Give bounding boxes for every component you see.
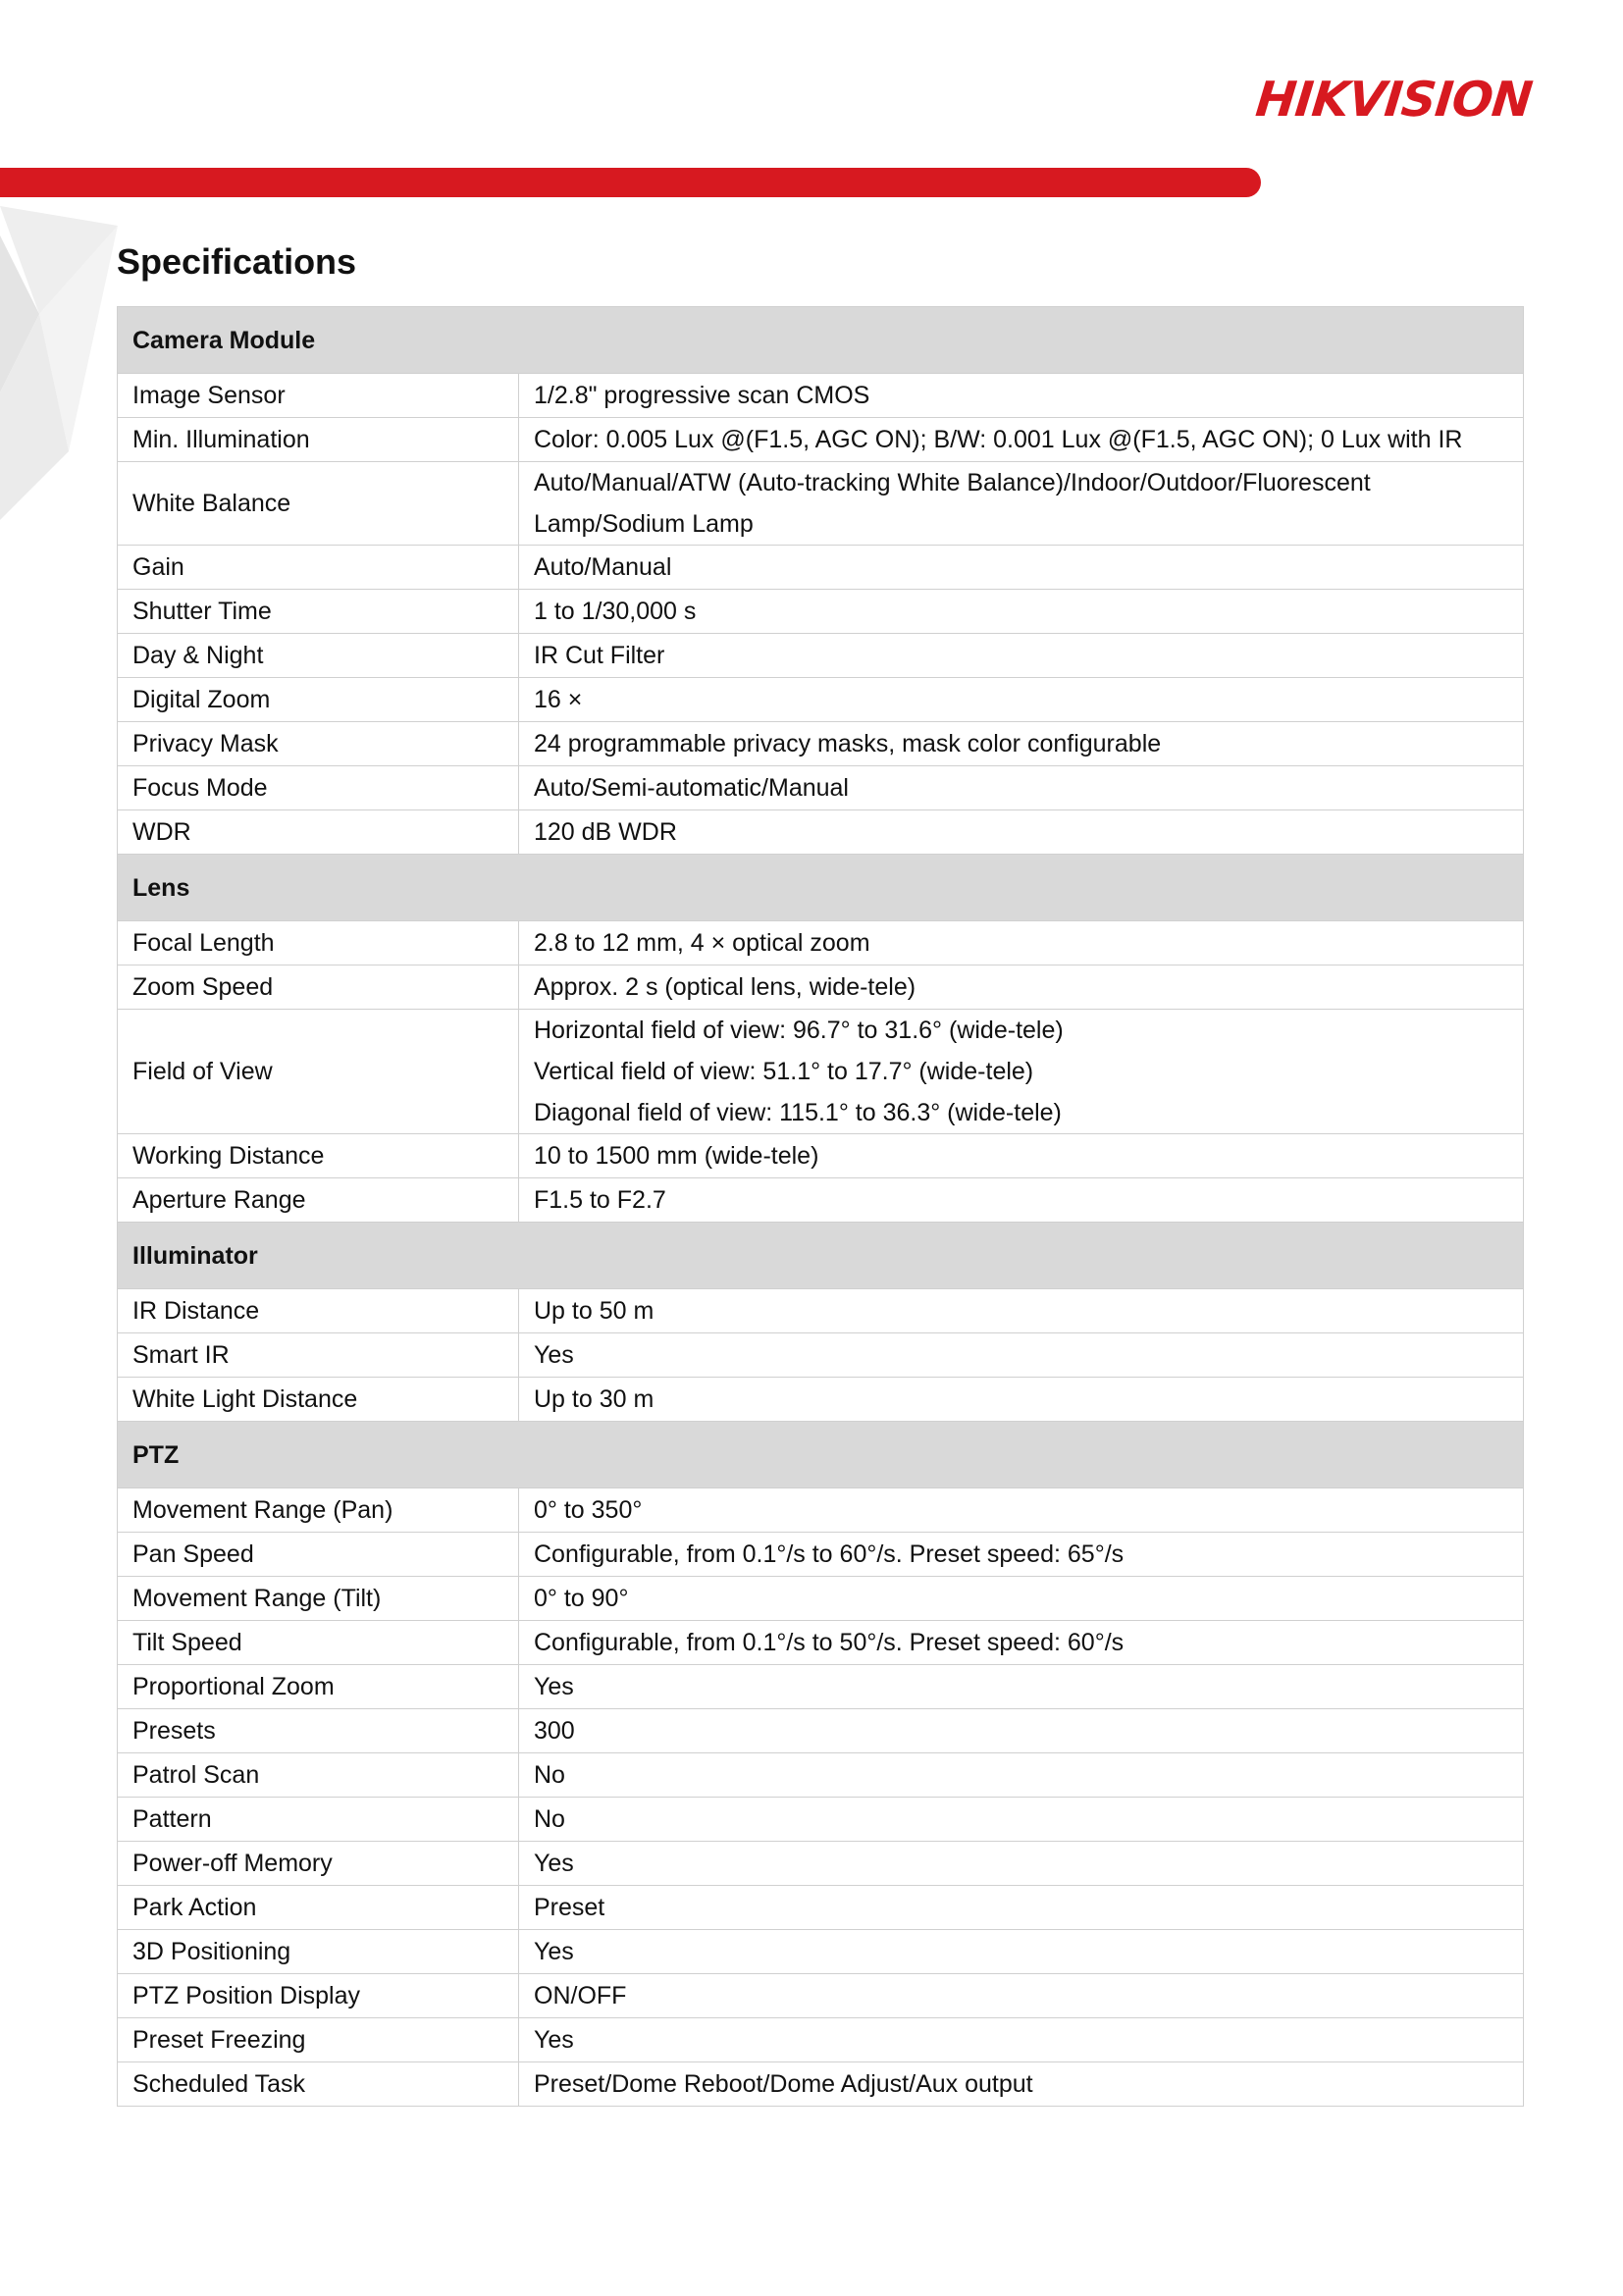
spec-label: White Balance bbox=[118, 462, 519, 546]
spec-row bbox=[118, 921, 1524, 965]
spec-row bbox=[118, 462, 1524, 546]
spec-value bbox=[519, 1621, 1524, 1665]
spec-row bbox=[118, 1886, 1524, 1930]
spec-value bbox=[519, 1709, 1524, 1753]
spec-value-line: 2.8 to 12 mm, 4 × optical zoom bbox=[534, 929, 870, 957]
section-header-row bbox=[118, 1223, 1524, 1289]
page-title: Specifications bbox=[117, 241, 357, 282]
section-title: Lens bbox=[118, 855, 1524, 921]
section-header-row bbox=[118, 1422, 1524, 1488]
spec-value-line: Yes bbox=[534, 2026, 574, 2054]
spec-value-line: Yes bbox=[534, 1673, 574, 1700]
spec-label: Patrol Scan bbox=[118, 1753, 519, 1798]
spec-label: Focus Mode bbox=[118, 766, 519, 810]
spec-label: Power-off Memory bbox=[118, 1842, 519, 1886]
header-red-bar bbox=[0, 168, 1261, 197]
spec-value-line: 0° to 350° bbox=[534, 1496, 643, 1524]
spec-row bbox=[118, 810, 1524, 855]
spec-value bbox=[519, 462, 1524, 546]
spec-value-line: 16 × bbox=[534, 686, 583, 713]
spec-label: Privacy Mask bbox=[118, 722, 519, 766]
decorative-triangles-graphic bbox=[0, 196, 128, 530]
spec-value bbox=[519, 1488, 1524, 1533]
spec-value-line: 300 bbox=[534, 1717, 575, 1745]
spec-label: Aperture Range bbox=[118, 1178, 519, 1223]
spec-value bbox=[519, 2018, 1524, 2062]
section-title: Camera Module bbox=[118, 307, 1524, 374]
spec-value bbox=[519, 810, 1524, 855]
spec-value-line: Configurable, from 0.1°/s to 50°/s. Preset speed: 60°/s bbox=[534, 1629, 1125, 1656]
spec-label: IR Distance bbox=[118, 1289, 519, 1333]
spec-value-line: 1/2.8" progressive scan CMOS bbox=[534, 382, 870, 409]
spec-value bbox=[519, 921, 1524, 965]
spec-value bbox=[519, 1010, 1524, 1134]
spec-label: Field of View bbox=[118, 1010, 519, 1134]
spec-value-line: 1 to 1/30,000 s bbox=[534, 598, 697, 625]
spec-value bbox=[519, 722, 1524, 766]
spec-value-line: ON/OFF bbox=[534, 1982, 627, 2009]
spec-value bbox=[519, 590, 1524, 634]
spec-value bbox=[519, 965, 1524, 1010]
spec-row bbox=[118, 1842, 1524, 1886]
spec-label: Pan Speed bbox=[118, 1533, 519, 1577]
spec-label: WDR bbox=[118, 810, 519, 855]
spec-row bbox=[118, 374, 1524, 418]
spec-row bbox=[118, 1798, 1524, 1842]
spec-label: White Light Distance bbox=[118, 1378, 519, 1422]
spec-value bbox=[519, 374, 1524, 418]
spec-value bbox=[519, 2062, 1524, 2107]
spec-row bbox=[118, 1753, 1524, 1798]
spec-value-line: Horizontal field of view: 96.7° to 31.6° (wide-tele) bbox=[534, 1017, 1064, 1044]
spec-value bbox=[519, 1798, 1524, 1842]
spec-value bbox=[519, 546, 1524, 590]
spec-value bbox=[519, 634, 1524, 678]
spec-row bbox=[118, 634, 1524, 678]
spec-value-line: IR Cut Filter bbox=[534, 642, 665, 669]
spec-value-line: No bbox=[534, 1761, 565, 1789]
spec-value bbox=[519, 1842, 1524, 1886]
spec-row bbox=[118, 1621, 1524, 1665]
spec-row bbox=[118, 1577, 1524, 1621]
section-title: Illuminator bbox=[118, 1223, 1524, 1289]
spec-value-line: Auto/Semi-automatic/Manual bbox=[534, 774, 849, 802]
spec-value-line: Preset/Dome Reboot/Dome Adjust/Aux output bbox=[534, 2070, 1033, 2098]
spec-label: Working Distance bbox=[118, 1134, 519, 1178]
spec-row bbox=[118, 1178, 1524, 1223]
spec-value-line: Yes bbox=[534, 1938, 574, 1965]
spec-value bbox=[519, 1930, 1524, 1974]
spec-row bbox=[118, 722, 1524, 766]
spec-value bbox=[519, 1289, 1524, 1333]
section-header-row bbox=[118, 855, 1524, 921]
spec-value bbox=[519, 1974, 1524, 2018]
spec-label: Digital Zoom bbox=[118, 678, 519, 722]
spec-value-line: Lamp/Sodium Lamp bbox=[534, 510, 754, 538]
spec-row bbox=[118, 1533, 1524, 1577]
spec-value-line: Up to 30 m bbox=[534, 1385, 654, 1413]
spec-value bbox=[519, 1178, 1524, 1223]
hikvision-logo: HIKVISION bbox=[1253, 72, 1535, 128]
spec-label: 3D Positioning bbox=[118, 1930, 519, 1974]
spec-value-line: Yes bbox=[534, 1850, 574, 1877]
spec-value-line: Auto/Manual bbox=[534, 553, 672, 581]
spec-row bbox=[118, 1010, 1524, 1134]
spec-value-line: Up to 50 m bbox=[534, 1297, 654, 1325]
spec-row bbox=[118, 1488, 1524, 1533]
spec-value bbox=[519, 1665, 1524, 1709]
spec-label: Movement Range (Tilt) bbox=[118, 1577, 519, 1621]
spec-label: Presets bbox=[118, 1709, 519, 1753]
spec-value-line: Configurable, from 0.1°/s to 60°/s. Preset speed: 65°/s bbox=[534, 1540, 1125, 1568]
spec-value-line: Approx. 2 s (optical lens, wide-tele) bbox=[534, 973, 916, 1001]
spec-label: Focal Length bbox=[118, 921, 519, 965]
spec-value-line: Vertical field of view: 51.1° to 17.7° (wide-tele) bbox=[534, 1058, 1034, 1085]
spec-value bbox=[519, 1533, 1524, 1577]
spec-row bbox=[118, 2062, 1524, 2107]
spec-row bbox=[118, 1709, 1524, 1753]
spec-value bbox=[519, 1577, 1524, 1621]
spec-value bbox=[519, 678, 1524, 722]
spec-label: Park Action bbox=[118, 1886, 519, 1930]
spec-row bbox=[118, 1333, 1524, 1378]
spec-label: Scheduled Task bbox=[118, 2062, 519, 2107]
spec-row bbox=[118, 1134, 1524, 1178]
spec-label: Tilt Speed bbox=[118, 1621, 519, 1665]
spec-value-line: 120 dB WDR bbox=[534, 818, 677, 846]
section-title: PTZ bbox=[118, 1422, 1524, 1488]
spec-label: PTZ Position Display bbox=[118, 1974, 519, 2018]
spec-label: Smart IR bbox=[118, 1333, 519, 1378]
spec-value bbox=[519, 1134, 1524, 1178]
spec-row bbox=[118, 1289, 1524, 1333]
spec-value bbox=[519, 1378, 1524, 1422]
spec-label: Preset Freezing bbox=[118, 2018, 519, 2062]
spec-value-line: Preset bbox=[534, 1894, 605, 1921]
spec-row bbox=[118, 590, 1524, 634]
spec-value-line: 10 to 1500 mm (wide-tele) bbox=[534, 1142, 819, 1170]
spec-label: Image Sensor bbox=[118, 374, 519, 418]
spec-value bbox=[519, 1753, 1524, 1798]
spec-row bbox=[118, 418, 1524, 462]
spec-value-line: Auto/Manual/ATW (Auto-tracking White Balance)/Indoor/Outdoor/Fluorescent bbox=[534, 469, 1371, 496]
spec-row bbox=[118, 546, 1524, 590]
section-header-row bbox=[118, 307, 1524, 374]
spec-value-line: F1.5 to F2.7 bbox=[534, 1186, 666, 1214]
spec-label: Gain bbox=[118, 546, 519, 590]
spec-value-line: Diagonal field of view: 115.1° to 36.3° (wide-tele) bbox=[534, 1099, 1062, 1126]
spec-value bbox=[519, 1886, 1524, 1930]
spec-row bbox=[118, 678, 1524, 722]
spec-row bbox=[118, 1930, 1524, 1974]
spec-row bbox=[118, 1665, 1524, 1709]
spec-label: Proportional Zoom bbox=[118, 1665, 519, 1709]
spec-label: Movement Range (Pan) bbox=[118, 1488, 519, 1533]
spec-value bbox=[519, 766, 1524, 810]
spec-value-line: 24 programmable privacy masks, mask color configurable bbox=[534, 730, 1162, 757]
spec-row bbox=[118, 1378, 1524, 1422]
spec-row bbox=[118, 2018, 1524, 2062]
spec-row bbox=[118, 1974, 1524, 2018]
spec-value-line: Yes bbox=[534, 1341, 574, 1369]
spec-value-line: Color: 0.005 Lux @(F1.5, AGC ON); B/W: 0.001 Lux @(F1.5, AGC ON); 0 Lux with IR bbox=[534, 426, 1463, 453]
spec-label: Zoom Speed bbox=[118, 965, 519, 1010]
spec-label: Shutter Time bbox=[118, 590, 519, 634]
spec-row bbox=[118, 965, 1524, 1010]
spec-value-line: No bbox=[534, 1805, 565, 1833]
spec-value bbox=[519, 418, 1524, 462]
specifications-table bbox=[117, 306, 1524, 2107]
spec-label: Min. Illumination bbox=[118, 418, 519, 462]
spec-value bbox=[519, 1333, 1524, 1378]
spec-row bbox=[118, 766, 1524, 810]
spec-value-line: 0° to 90° bbox=[534, 1585, 629, 1612]
spec-label: Day & Night bbox=[118, 634, 519, 678]
spec-label: Pattern bbox=[118, 1798, 519, 1842]
